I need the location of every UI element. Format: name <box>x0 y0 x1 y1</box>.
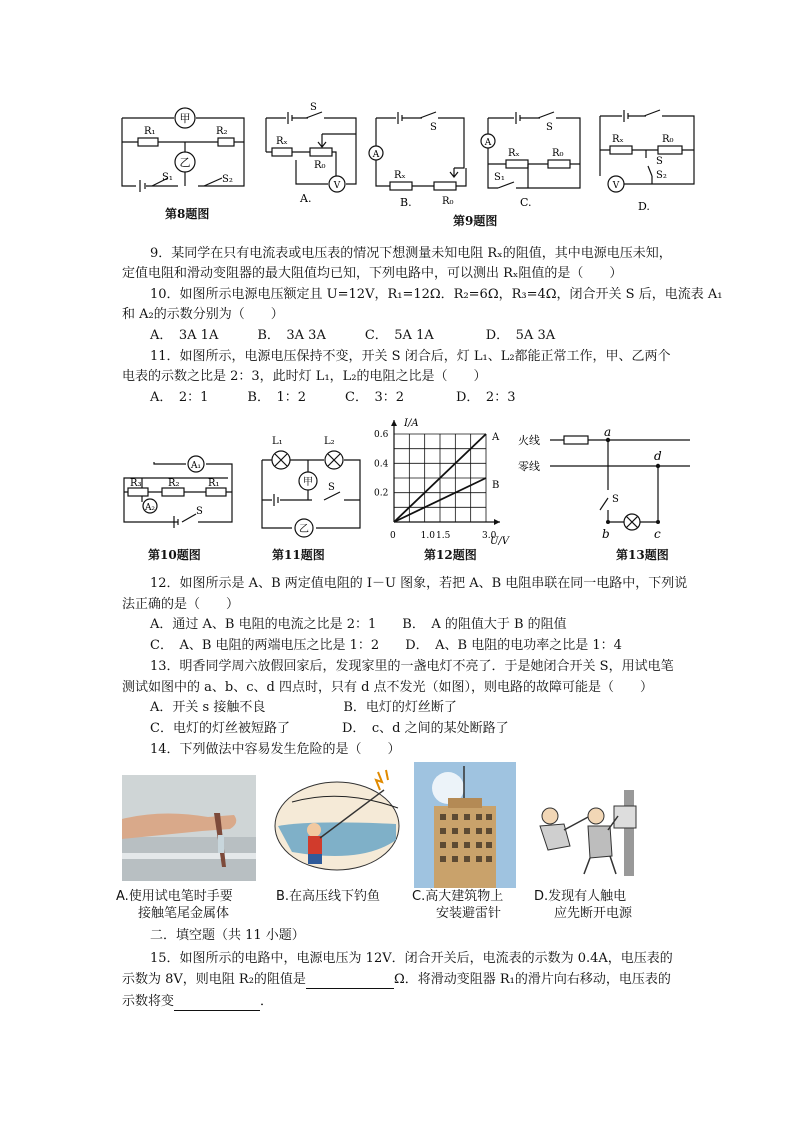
q14-caption-c-line2: 安装避雷针 <box>436 906 502 921</box>
fig13-c: c <box>654 527 661 541</box>
q12-options-ab: A．通过 A、B 电阻的电流之比是 2：1 B． A 的阻值大于 B 的阻值 <box>150 617 567 632</box>
figure-9b-circuit <box>370 108 470 209</box>
x-axis-arrow <box>494 519 500 525</box>
fig11-s: S <box>328 482 335 493</box>
q14-caption-d-line2: 应先断开电源 <box>554 906 633 921</box>
q14-image-c-lightning-rod <box>414 762 516 888</box>
fig13-zero: 零线 <box>518 460 540 473</box>
fig10-a1: A₁ <box>190 461 202 471</box>
fig9a-rx: Rₓ <box>276 136 288 147</box>
fig10-r3: R₃ <box>130 478 142 489</box>
q14-line1: 14．下列做法中容易发生危险的是（ ） <box>150 742 401 757</box>
fig11-jia: 甲 <box>303 477 313 488</box>
fig11-yi: 乙 <box>299 524 309 535</box>
q14-caption-b: B.在高压线下钓鱼 <box>276 889 381 904</box>
q11-options: A． 2：1 B． 1：2 C． 3：2 D． 2：3 <box>150 390 516 405</box>
fig9b-a: A <box>372 150 380 160</box>
q9-line1: 9．某同学在只有电流表或电压表的情况下想测量未知电阻 Rₓ的阻值，其中电源电压未知， <box>150 246 672 261</box>
q10-line1: 10．如图所示电源电压额定且 U=12V，R₁=12Ω．R₂=6Ω，R₃=4Ω，闭合开关 S 后，电流表 A₁ <box>150 287 723 302</box>
figure-12-caption: 第12题图 <box>424 548 477 562</box>
fig9a-label: A. <box>300 192 312 205</box>
q11-line1: 11．如图所示，电源电压保持不变，开关 S 闭合后，灯 L₁、L₂都能正常工作，甲、乙两个 <box>150 349 671 364</box>
q13-line2: 测试如图中的 a、b、c、d 四点时，只有 d 点不发光（如图），则电路的故障可能是（ ） <box>122 680 654 695</box>
fig9c-s: S <box>546 122 553 133</box>
q15-line2 <box>122 970 671 989</box>
figure-8-circuit <box>118 100 248 195</box>
fig8-r1: R₁ <box>144 126 156 137</box>
x-axis-label: U/V <box>490 536 510 547</box>
y-axis-arrow <box>391 420 397 426</box>
q10-options: A． 3A 1A B． 3A 3A C． 5A 1A D． 5A 3A <box>150 328 556 343</box>
q12-options-cd: C． A、B 电阻的两端电压之比是 1：2 D． A、B 电阻的电功率之比是 1：4 <box>150 638 622 653</box>
q15-line3-part1: 示数将变 <box>122 994 175 1009</box>
fig11-l1: L₁ <box>272 436 283 447</box>
q9-line2: 定值电阻和滑动变阻器的最大阻值均已知，下列电路中，可以测出 Rₓ阻值的是（ ） <box>122 266 623 281</box>
q15-line3 <box>122 992 273 1011</box>
fig10-r1: R₁ <box>208 478 220 489</box>
fig9a-r0: R₀ <box>314 160 326 171</box>
fig8-yi: 乙 <box>179 156 191 169</box>
figure-11-caption: 第11题图 <box>272 548 325 562</box>
figure-11-circuit <box>252 428 364 540</box>
fig9b-s: S <box>430 122 437 133</box>
fig9d-rx: Rₓ <box>612 134 624 145</box>
figure-13-caption: 第13题图 <box>616 548 669 562</box>
fig8-jia: 甲 <box>179 112 191 125</box>
q10-line2: 和 A₂的示数分别为（ ） <box>122 307 284 322</box>
q14-image-a-test-pen <box>122 775 256 881</box>
q13-options-ab: A．开关 s 接触不良 B．电灯的灯丝断了 <box>150 700 457 715</box>
series-label-a: A <box>492 432 500 443</box>
fig9c-s1: S₁ <box>494 172 505 183</box>
fig9b-r0: R₀ <box>442 196 454 207</box>
fig13-d: d <box>654 449 662 463</box>
q14-image-b-fishing <box>272 768 402 874</box>
section-2-title: 二．填空题（共 11 小题） <box>150 928 305 943</box>
fig10-s: S <box>196 506 203 517</box>
y-tick-label: 0.4 <box>374 459 389 470</box>
fig13-b: b <box>602 527 610 541</box>
q15-answer-blank-1[interactable] <box>306 974 394 989</box>
x-tick-label: 0 <box>390 531 396 541</box>
q12-line2: 法正确的是（ ） <box>122 597 240 612</box>
fig9b-label: B. <box>400 196 412 209</box>
fig13-fire: 火线 <box>518 434 540 447</box>
fig9c-r0: R₀ <box>552 148 564 159</box>
q14-caption-c-line1: C.高大建筑物上 <box>412 889 504 904</box>
figure-9d-circuit <box>596 106 700 213</box>
fig13-a: a <box>604 425 612 439</box>
q14-image-d-electric-shock <box>530 786 642 876</box>
q14-caption-a-line1: A.使用试电笔时手要 <box>116 889 233 904</box>
q11-line2: 电表的示数之比是 2：3，此时灯 L₁，L₂的电阻之比是（ ） <box>122 369 487 384</box>
fig13-s: S <box>612 494 619 505</box>
figure-9c-circuit <box>480 108 590 209</box>
figure-9a-circuit <box>262 100 362 205</box>
fig10-r2: R₂ <box>168 478 180 489</box>
q14-caption-d-line1: D.发现有人触电 <box>534 889 627 904</box>
q15-line1: 15．如图所示的电路中，电源电压为 12V．闭合开关后，电流表的示数为 0.4A，电压表的 <box>150 951 673 966</box>
series-label-b: B <box>492 480 500 491</box>
fig10-a2: A₂ <box>144 503 156 513</box>
fig9a-v: V <box>333 181 341 191</box>
q14-caption-a-line2: 接触笔尾金属体 <box>138 906 230 921</box>
fig9d-label: D. <box>638 200 650 213</box>
y-tick-label: 0.6 <box>374 430 389 440</box>
figure-10-caption: 第10题图 <box>148 548 201 562</box>
q15-line2-part1: 示数为 8V，则电阻 R₂的阻值是 <box>122 972 306 987</box>
q15-answer-blank-2[interactable] <box>174 996 260 1011</box>
fig9c-rx: Rₓ <box>508 148 520 159</box>
figure-8-caption: 第8题图 <box>165 207 210 221</box>
q15-line2-part2: Ω．将滑动变阻器 R₁的滑片向右移动，电压表的 <box>393 972 671 987</box>
fig9d-s2: S₂ <box>656 170 667 181</box>
fig9b-rx: Rₓ <box>394 170 406 181</box>
fig8-s1: S₁ <box>162 172 173 183</box>
x-tick-label: 3.0 <box>482 531 497 541</box>
y-tick-label: 0.2 <box>374 488 389 499</box>
q12-line1: 12．如图所示是 A、B 两定值电阻的 I－U 图象，若把 A、B 电阻串联在同一电路中，下列说 <box>150 576 688 591</box>
fig8-s2: S₂ <box>222 174 233 185</box>
fig9c-a: A <box>484 138 492 148</box>
x-tick-label: 1.0 <box>420 531 435 541</box>
y-axis-label: I/A <box>404 418 419 429</box>
figure-13-household-circuit <box>516 425 694 541</box>
fig11-l2: L₂ <box>324 436 335 447</box>
q13-line1: 13．明香同学周六放假回家后，发现家里的一盏电灯不亮了．于是她闭合开关 S，用试电笔 <box>150 659 674 674</box>
figure-12-iu-chart <box>372 418 512 547</box>
fig9c-label: C. <box>520 196 532 209</box>
fig9d-v: V <box>612 181 620 191</box>
q13-options-cd: C．电灯的灯丝被短路了 D． c、d 之间的某处断路了 <box>150 721 509 736</box>
x-tick-label: 1.5 <box>436 531 451 541</box>
fig8-r2: R₂ <box>216 126 228 137</box>
fig9d-s: S <box>656 156 663 167</box>
figure-9-caption: 第9题图 <box>453 214 498 228</box>
figure-10-circuit <box>118 452 238 532</box>
q15-line3-part2: ． <box>260 994 274 1009</box>
fig9d-r0: R₀ <box>662 134 674 145</box>
fig9a-s: S <box>310 102 317 113</box>
